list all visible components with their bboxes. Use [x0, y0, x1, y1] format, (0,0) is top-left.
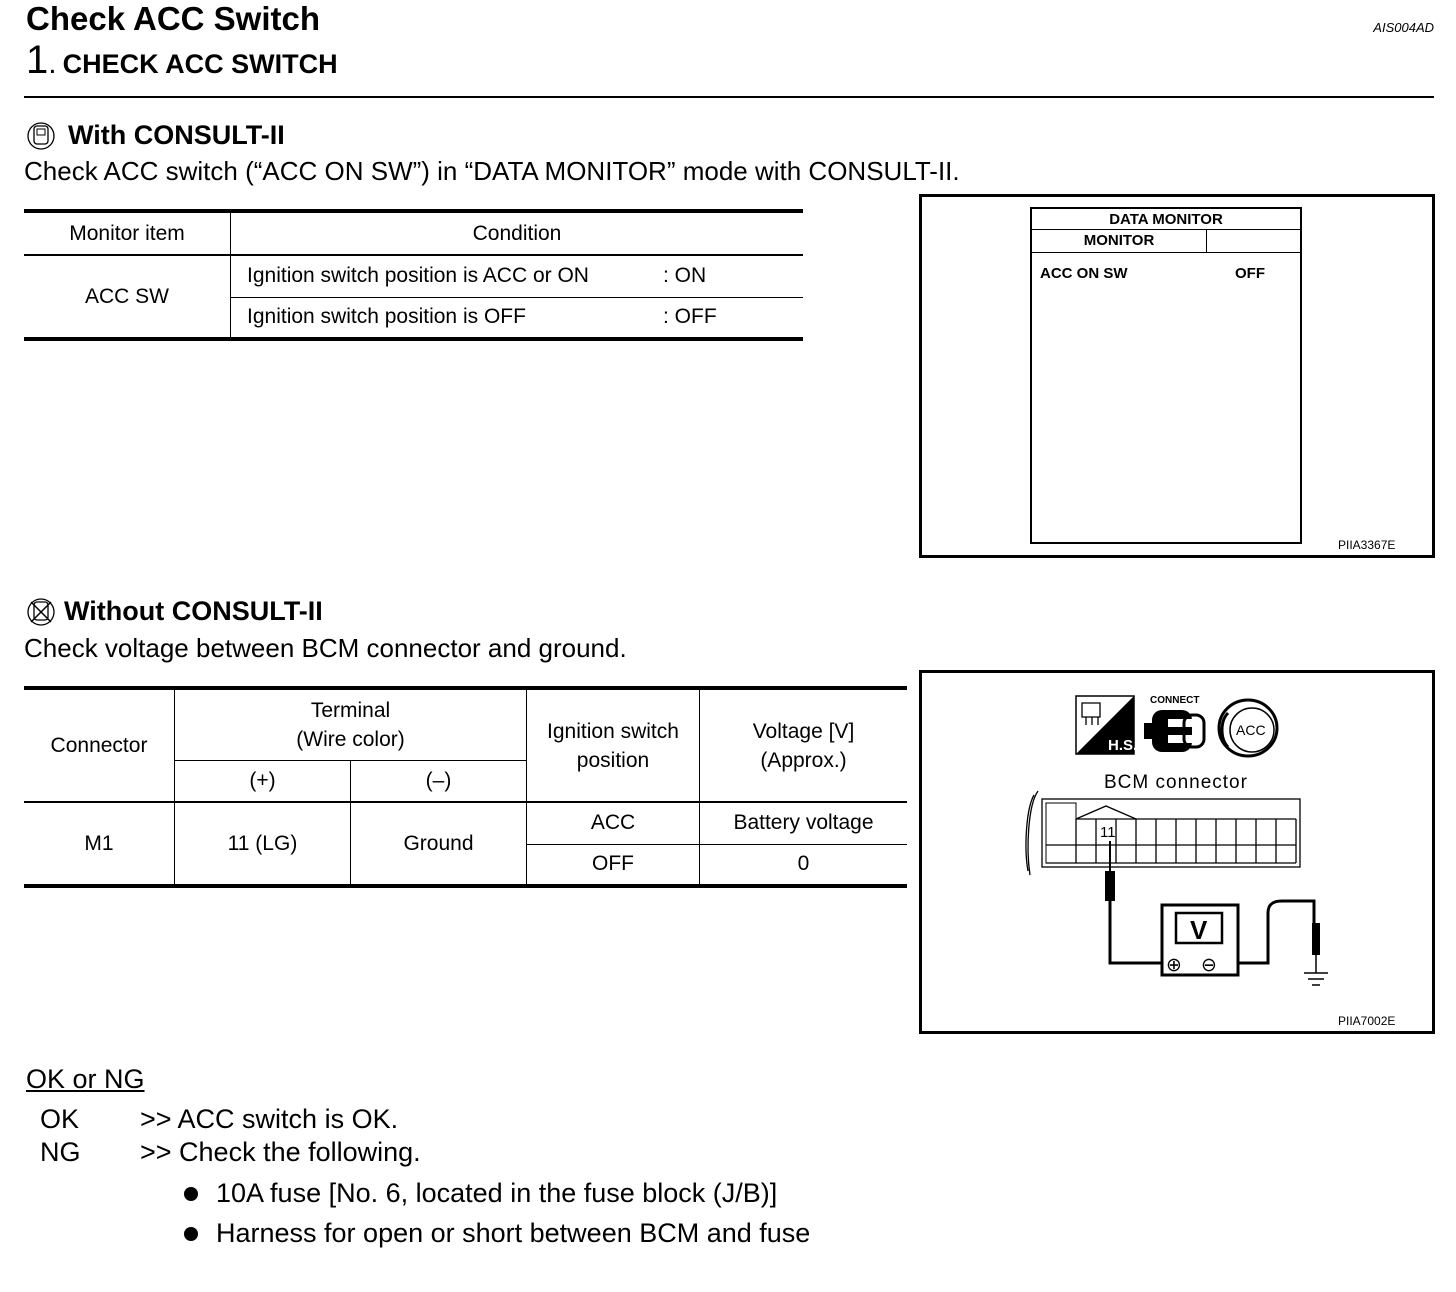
- connect-label: CONNECT: [1150, 695, 1200, 706]
- cell-condition-value: : ON: [663, 264, 707, 288]
- cell-condition-text: Ignition switch position is OFF: [247, 305, 526, 329]
- bcm-connector: [1026, 791, 1300, 875]
- harness-service-icon: [1076, 696, 1137, 754]
- cell-minus-terminal: Ground: [351, 802, 527, 886]
- data-monitor-figure: [919, 194, 1435, 558]
- voltmeter: [1162, 905, 1238, 976]
- plus-terminal-icon: ⊕: [1166, 954, 1182, 976]
- th-connector: Connector: [24, 688, 175, 802]
- th-voltage-line2: (Approx.): [760, 748, 847, 772]
- header-rule: [24, 96, 1434, 98]
- bullet-icon: [184, 1227, 198, 1241]
- ground-icon: [1304, 973, 1328, 985]
- th-voltage-line1: Voltage [V]: [752, 719, 855, 743]
- acc-key-label: ACC: [1236, 722, 1266, 738]
- th-condition: Condition: [472, 221, 562, 245]
- figure-id: PIIA7002E: [1338, 1014, 1396, 1028]
- ok-label: OK: [40, 1104, 80, 1134]
- screen-monitor-label: MONITOR: [1032, 230, 1207, 253]
- step-number: 1: [26, 38, 49, 82]
- with-consult-label: With CONSULT-II: [68, 120, 285, 150]
- th-minus: (–): [351, 760, 527, 802]
- voltage-spec-table: [24, 686, 907, 888]
- meter-symbol: V: [1190, 915, 1208, 945]
- th-plus: (+): [175, 760, 351, 802]
- th-ignition-line1: Ignition switch: [547, 719, 679, 743]
- bcm-connector-label: BCM connector: [1104, 772, 1248, 793]
- cell-monitor-item: ACC SW: [24, 255, 231, 339]
- step-title: CHECK ACC SWITCH: [62, 49, 338, 79]
- cell-condition-text: Ignition switch position is ACC or ON: [247, 264, 589, 288]
- minus-terminal-icon: ⊖: [1201, 954, 1217, 976]
- consult-screen: [1030, 207, 1302, 544]
- with-consult-instruction: Check ACC switch (“ACC ON SW”) in “DATA MONITOR” mode with CONSULT-II.: [24, 156, 960, 186]
- th-ignition-line2: position: [576, 748, 650, 772]
- screen-item-value: OFF: [1235, 265, 1265, 282]
- cell-condition-value: : OFF: [663, 305, 717, 329]
- cell-connector: M1: [24, 802, 175, 886]
- th-voltage: [700, 688, 908, 802]
- th-terminal: [175, 688, 527, 760]
- cell-voltage: 0: [797, 852, 810, 876]
- ok-text: >> ACC switch is OK.: [140, 1104, 399, 1134]
- screen-monitor-blank: [1207, 230, 1300, 253]
- without-consult-label: Without CONSULT-II: [64, 596, 323, 626]
- bcm-diagram: [922, 673, 1432, 1031]
- step-heading: [26, 38, 338, 83]
- bcm-connector-figure: [919, 670, 1435, 1034]
- th-terminal-label: Terminal: [310, 698, 391, 722]
- without-consult-instruction: Check voltage between BCM connector and ground.: [24, 633, 627, 663]
- cell-ignition-position: ACC: [527, 802, 700, 844]
- screen-title: DATA MONITOR: [1032, 209, 1300, 230]
- check-item: [184, 1178, 777, 1209]
- th-ignition-position: [527, 688, 700, 802]
- cell-voltage: Battery voltage: [733, 811, 874, 835]
- with-consult-heading: [24, 120, 285, 151]
- ok-ng-heading: OK or NG: [26, 1064, 145, 1094]
- th-wire-color: (Wire color): [296, 727, 405, 751]
- monitor-spec-table: [24, 209, 803, 341]
- without-consult-heading: [24, 596, 323, 627]
- check-item-text: 10A fuse [No. 6, located in the fuse block (J/B)]: [216, 1178, 778, 1208]
- figure-id: PIIA3367E: [1338, 538, 1396, 552]
- ng-label: NG: [40, 1137, 81, 1167]
- hs-label: H.S.: [1108, 737, 1138, 754]
- terminal-number: 11: [1100, 824, 1116, 841]
- bullet-icon: [184, 1187, 198, 1201]
- ng-text: >> Check the following.: [140, 1137, 421, 1167]
- disconnect-connector-icon: [1144, 695, 1204, 752]
- step-dot: .: [48, 47, 57, 80]
- page-title: Check ACC Switch: [26, 0, 321, 37]
- cell-ignition-position: OFF: [527, 844, 700, 886]
- check-item: [184, 1218, 810, 1249]
- document-id: AIS004AD: [1373, 20, 1434, 35]
- no-tester-icon: [24, 597, 58, 627]
- consult-tester-icon: [24, 121, 58, 151]
- screen-item-name: ACC ON SW: [1040, 265, 1128, 282]
- check-item-text: Harness for open or short between BCM and fuse: [216, 1218, 811, 1248]
- cell-plus-terminal: 11 (LG): [175, 802, 351, 886]
- ignition-acc-icon: [1219, 700, 1277, 756]
- th-monitor-item: Monitor item: [24, 211, 231, 255]
